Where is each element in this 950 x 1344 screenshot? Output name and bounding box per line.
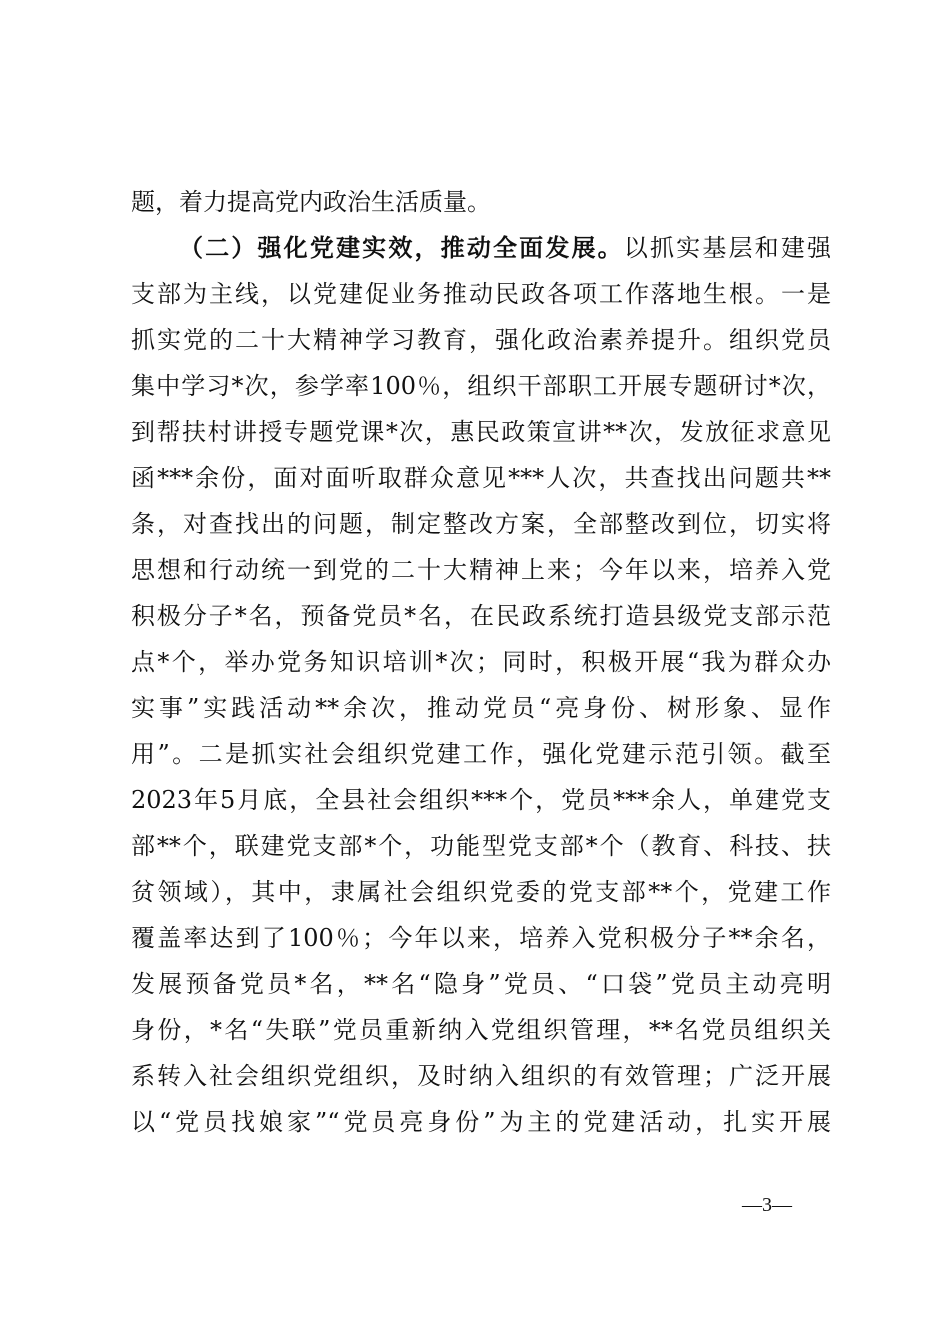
section-heading-continuation: 以抓实基层和建强	[623, 234, 832, 262]
text-line: 条，对查找出的问题，制定整改方案，全部整改到位，切实将	[131, 510, 831, 538]
text-line: 思想和行动统一到党的二十大精神上来；今年以来，培养入党	[131, 556, 831, 584]
text-line: 身份，*名“失联”党员重新纳入党组织管理，**名党员组织关	[131, 1016, 831, 1044]
text-line: 函***余份，面对面听取群众意见***人次，共查找出问题共**	[131, 464, 831, 492]
text-line: 系转入社会组织党组织，及时纳入组织的有效管理；广泛开展	[131, 1062, 831, 1090]
text-line: 点*个，举办党务知识培训*次；同时，积极开展“我为群众办	[131, 648, 831, 676]
text-line: 到帮扶村讲授专题党课*次，惠民政策宣讲**次，发放征求意见	[131, 418, 831, 446]
section-heading-line	[179, 226, 831, 270]
text-line: 覆盖率达到了100％；今年以来，培养入党积极分子**余名，	[131, 924, 831, 952]
text-line: 集中学习*次，参学率100％，组织干部职工开展专题研讨*次，	[131, 372, 831, 400]
text-line: 实事”实践活动**余次，推动党员“亮身份、树形象、显作	[131, 694, 831, 722]
text-line: 贫领域），其中，隶属社会组织党委的党支部**个，党建工作	[131, 878, 831, 906]
text-line: 部**个，联建党支部*个，功能型党支部*个（教育、科技、扶	[131, 832, 831, 860]
text-line: 用”。二是抓实社会组织党建工作，强化党建示范引领。截至	[131, 740, 831, 768]
text-line: 以“党员找娘家”“党员亮身份”为主的党建活动，扎实开展	[131, 1108, 831, 1136]
text-line: 题，着力提高党内政治生活质量。	[131, 188, 491, 216]
text-line: 抓实党的二十大精神学习教育，强化政治素养提升。组织党员	[131, 326, 831, 354]
section-heading: （二）强化党建实效，推动全面发展。	[179, 233, 624, 262]
text-line: 发展预备党员*名，**名“隐身”党员、“口袋”党员主动亮明	[131, 970, 831, 998]
page-number: —3—	[742, 1194, 792, 1216]
text-line: 2023年5月底，全县社会组织***个，党员***余人，单建党支	[131, 786, 831, 814]
text-line: 支部为主线，以党建促业务推动民政各项工作落地生根。一是	[131, 280, 831, 308]
text-line: 积极分子*名，预备党员*名，在民政系统打造县级党支部示范	[131, 602, 831, 630]
